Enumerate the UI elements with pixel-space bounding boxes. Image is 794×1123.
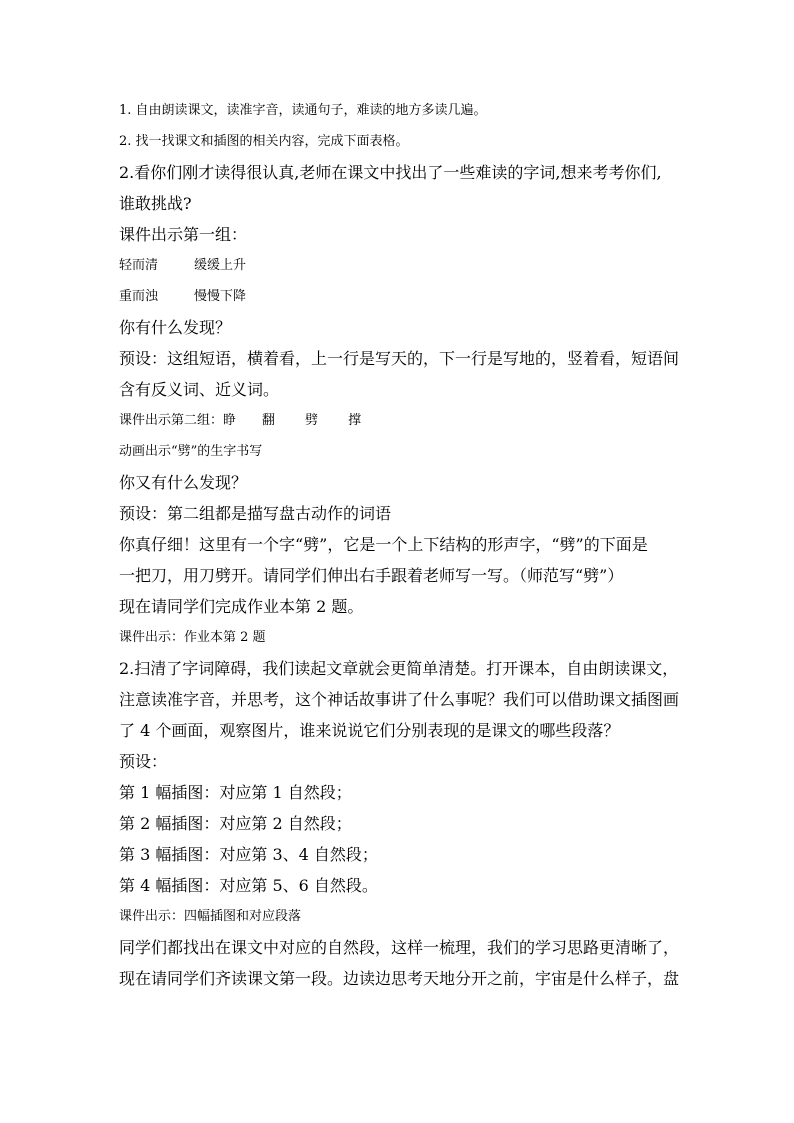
illustration-item: 第 1 幅插图：对应第 1 自然段；: [119, 783, 352, 802]
paragraph-line: 预设：这组短语，横着看，上一行是写天的，下一行是写地的，竖着看，短语间: [119, 349, 680, 368]
paragraph-line: 同学们都找出在课文中对应的自然段，这样一梳理，我们的学习思路更清晰了，: [119, 938, 680, 957]
paragraph-line: 含有反义词、近义词。: [119, 380, 280, 399]
phrase: 慢慢下降: [194, 289, 247, 304]
char: 劈: [305, 413, 319, 428]
courseware-group2: [119, 405, 679, 436]
char: 翻: [262, 413, 276, 428]
paragraph-line: 注意读准字音，并思考，这个神话故事讲了什么事呢？我们可以借助课文插图画: [119, 690, 680, 709]
phrase: 轻而清: [119, 258, 159, 273]
illustration-item: 第 3 幅插图：对应第 3、4 自然段；: [119, 845, 378, 864]
paragraph-line: 现在请同学们齐读课文第一段。边读边思考天地分开之前，宇宙是什么样子，盘: [119, 969, 680, 988]
courseware-note: 课件出示：作业本第 2 题: [119, 630, 266, 645]
group1-row1: [119, 250, 679, 281]
animation-note: 动画出示“劈”的生字书写: [119, 444, 263, 459]
char: 睁: [223, 413, 237, 428]
paragraph-line: 一把刀，用刀劈开。请同学们伸出右手跟着老师写一写。（师范写“劈”）: [119, 566, 624, 585]
paragraph-line: 了 4 个画面，观察图片，谁来说说它们分别表现的是课文的哪些段落？: [119, 721, 620, 740]
courseware-note: 课件出示：四幅插图和对应段落: [119, 909, 302, 924]
instruction-1: 1. 自由朗读课文，读准字音，读通句子，难读的地方多读几遍。: [119, 103, 487, 118]
illustration-item: 第 2 幅插图：对应第 2 自然段；: [119, 814, 352, 833]
paragraph-line: 预设：: [119, 752, 168, 771]
paragraph-line: 谁敢挑战?: [119, 194, 192, 213]
paragraph-line: 2.看你们刚才读得很认真,老师在课文中找出了一些难读的字词,想来考考你们,: [119, 163, 662, 182]
paragraph-line: 2.扫清了字词障碍，我们读起文章就会更简单清楚。打开课本，自由朗读课文，: [119, 659, 679, 678]
char: 撑: [348, 413, 362, 428]
document-page: [119, 95, 679, 994]
group1-row2: [119, 281, 679, 312]
instruction-2: 2. 找一找课文和插图的相关内容，完成下面表格。: [119, 134, 409, 149]
question-line: 你又有什么发现？: [119, 473, 248, 492]
paragraph-line: 预设：第二组都是描写盘古动作的词语: [119, 504, 392, 523]
group2-label: 课件出示第二组：: [119, 413, 224, 428]
paragraph-line: 现在请同学们完成作业本第 2 题。: [119, 597, 364, 616]
phrase: 缓缓上升: [194, 258, 247, 273]
illustration-item: 第 4 幅插图：对应第 5、6 自然段。: [119, 876, 378, 895]
paragraph-line: 你真仔细！这里有一个字“劈”，它是一个上下结构的形声字，“劈”的下面是: [119, 535, 648, 554]
phrase: 重而浊: [119, 289, 159, 304]
courseware-group1-label: 课件出示第一组：: [119, 225, 248, 244]
question-line: 你有什么发现？: [119, 318, 232, 337]
